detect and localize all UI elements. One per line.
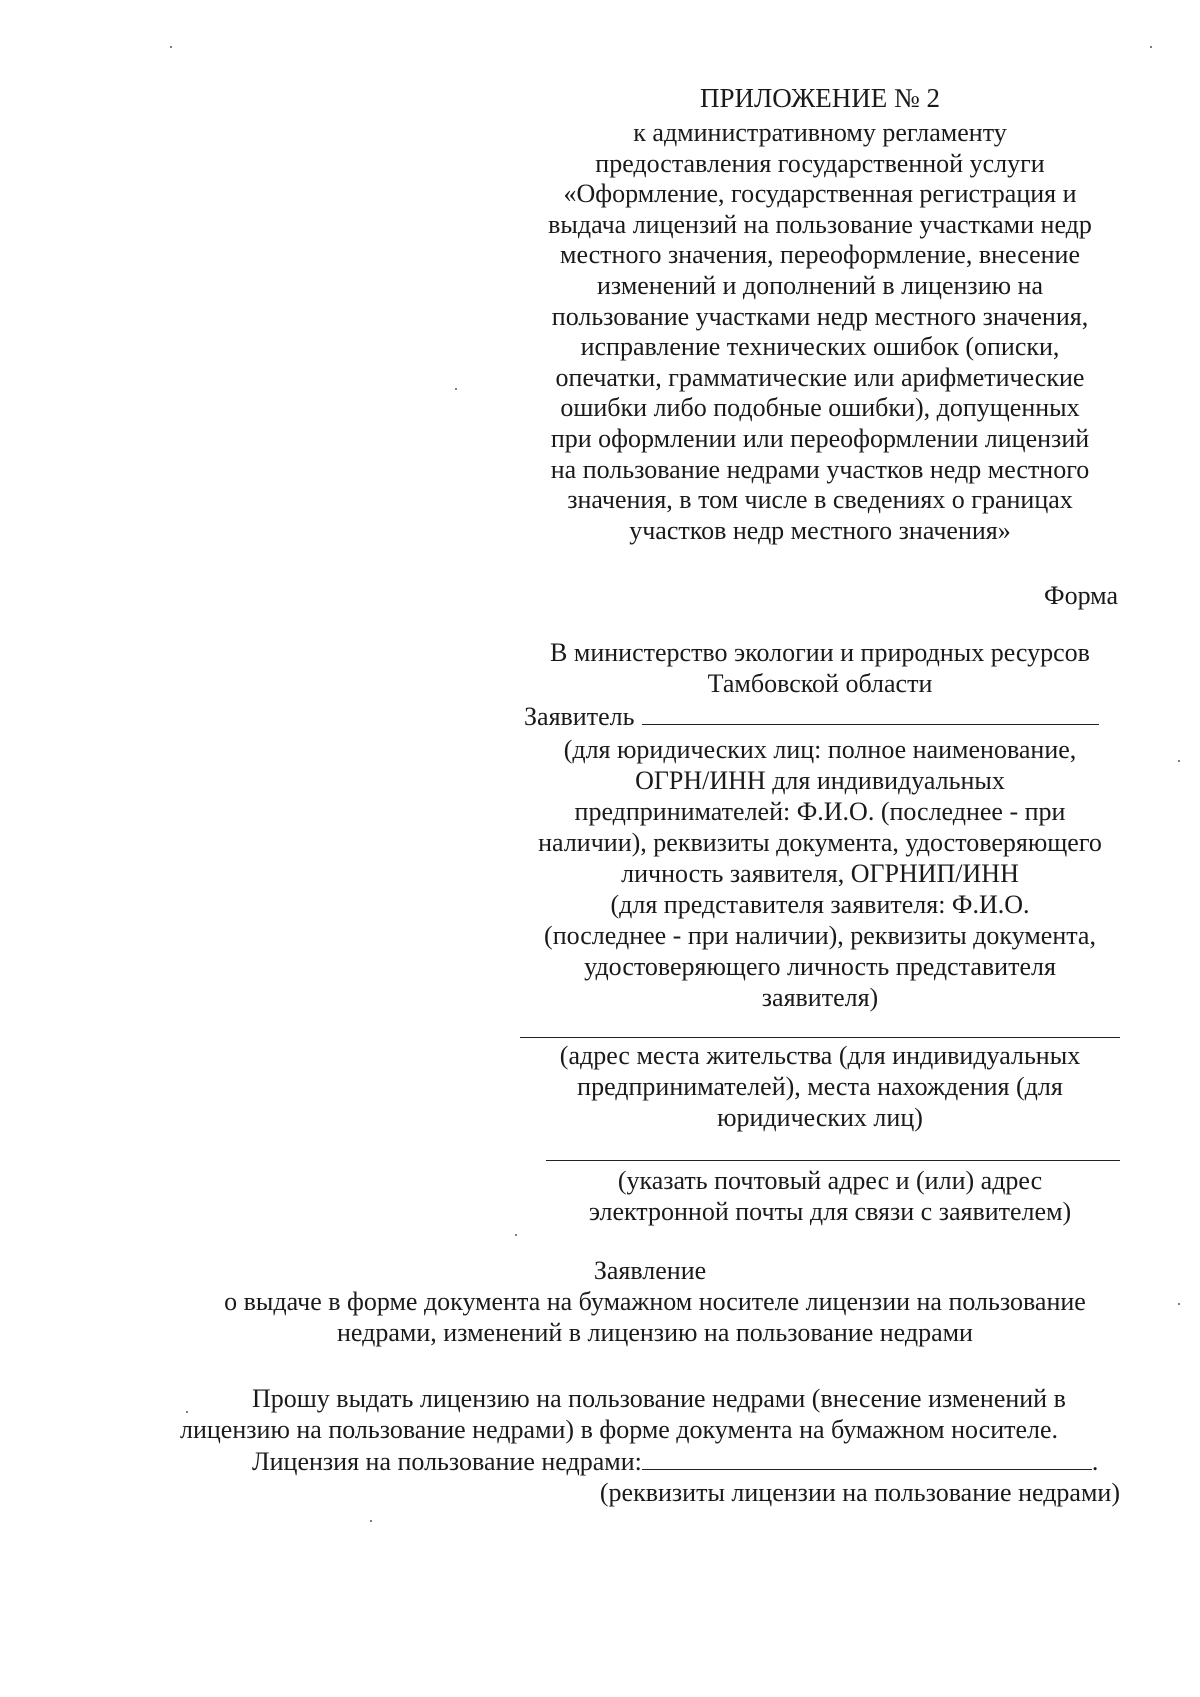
appendix-line: выдача лицензий на пользование участками недр [548, 209, 1092, 239]
scan-speck [515, 1234, 517, 1236]
appendix-line: ошибки либо подобные ошибки), допущенных [560, 393, 1080, 423]
contact-hint-line: электронной почты для связи с заявителем) [588, 1197, 1072, 1226]
request-line: лицензию на пользование недрами) в форме документа на бумажном носителе. [180, 1415, 1059, 1444]
appendix-title [520, 82, 1120, 114]
address-hint-line: (адрес места жительства (для индивидуальных [559, 1041, 1081, 1070]
contact-field-line[interactable] [546, 1160, 1120, 1161]
addressee-block [520, 637, 1120, 699]
applicant-hint-line: (для юридических лиц: полное наименование, [563, 735, 1077, 764]
address-hint-line: предпринимателей), места нахождения (для [577, 1072, 1063, 1101]
appendix-line: при оформлении или переоформлении лицензий [550, 423, 1090, 453]
applicant-hint-line: ОГРН/ИНН для индивидуальных [635, 766, 1005, 795]
appendix-line: значения, в том числе в сведениях о границах [567, 485, 1073, 515]
applicant-hint-line: заявителя) [761, 983, 879, 1012]
statement-subtitle-line: недрами, изменений в лицензию на пользование недрами [337, 1318, 973, 1347]
scan-speck [186, 1411, 188, 1413]
contact-hint-line: (указать почтовый адрес и (или) адрес [617, 1166, 1043, 1195]
statement-title [0, 1255, 1200, 1286]
applicant-label: Заявитель [524, 702, 635, 731]
appendix-line: изменений и дополнений в лицензию на [597, 270, 1043, 300]
applicant-hint-line: наличии), реквизиты документа, удостоверяющего [538, 828, 1102, 857]
appendix-line: предоставления государственной услуги [595, 148, 1045, 178]
address-hint-line: юридических лиц) [717, 1103, 923, 1132]
addressee-line: Тамбовской области [707, 669, 933, 698]
contact-hint [540, 1165, 1120, 1227]
applicant-row [524, 701, 1099, 733]
license-end-mark: . [1091, 1447, 1099, 1476]
statement-title-text: Заявление [593, 1256, 707, 1285]
appendix-line: «Оформление, государственная регистрация и [563, 179, 1077, 209]
address-field-line[interactable] [520, 1037, 1120, 1038]
applicant-hint-line: (последнее - при наличии), реквизиты документа, [544, 921, 1096, 950]
scan-speck [455, 388, 457, 390]
license-hint: (реквизиты лицензии на пользование недрами) [599, 1478, 1120, 1507]
applicant-hint-line: личность заявителя, ОГРНИП/ИНН [621, 859, 1019, 888]
statement-subtitle [190, 1286, 1120, 1348]
address-hint [520, 1040, 1120, 1133]
license-field-line[interactable] [642, 1447, 1092, 1470]
appendix-line: на пользование недрами участков недр местного [550, 454, 1090, 484]
scan-speck [1150, 46, 1152, 48]
appendix-line: к административному регламенту [633, 118, 1007, 147]
statement-subtitle-line: о выдаче в форме документа на бумажном носителе лицензии на пользование [224, 1287, 1086, 1316]
scan-speck [370, 1520, 372, 1522]
license-row [252, 1446, 1098, 1478]
appendix-line: участков недр местного значения» [629, 515, 1011, 545]
appendix-description [520, 118, 1120, 546]
appendix-title-text: ПРИЛОЖЕНИЕ № 2 [699, 83, 941, 113]
applicant-hint-line: (для представителя заявителя: Ф.И.О. [610, 890, 1030, 919]
applicant-hint-line: удостоверяющего личность представителя [584, 952, 1056, 981]
appendix-line: исправление технических ошибок (описки, [580, 332, 1060, 362]
appendix-line: местного значения, переоформление, внесение [560, 240, 1080, 270]
request-paragraph [180, 1383, 1120, 1445]
applicant-hint-line: предпринимателей: Ф.И.О. (последнее - при [574, 797, 1066, 826]
scan-speck [1178, 1303, 1180, 1305]
applicant-field-line[interactable] [642, 702, 1099, 725]
scan-speck [1178, 760, 1180, 762]
license-label: Лицензия на пользование недрами: [252, 1447, 642, 1476]
request-line: Прошу выдать лицензию на пользование недрами (внесение изменений в [252, 1384, 1066, 1413]
form-label: Форма [1044, 581, 1118, 610]
applicant-hint [520, 734, 1120, 1013]
scan-speck [170, 46, 172, 48]
appendix-line: опечатки, грамматические или арифметические [555, 362, 1085, 392]
appendix-line: пользование участками недр местного значения, [551, 301, 1089, 331]
addressee-line: В министерство экологии и природных ресурсов [550, 638, 1090, 667]
